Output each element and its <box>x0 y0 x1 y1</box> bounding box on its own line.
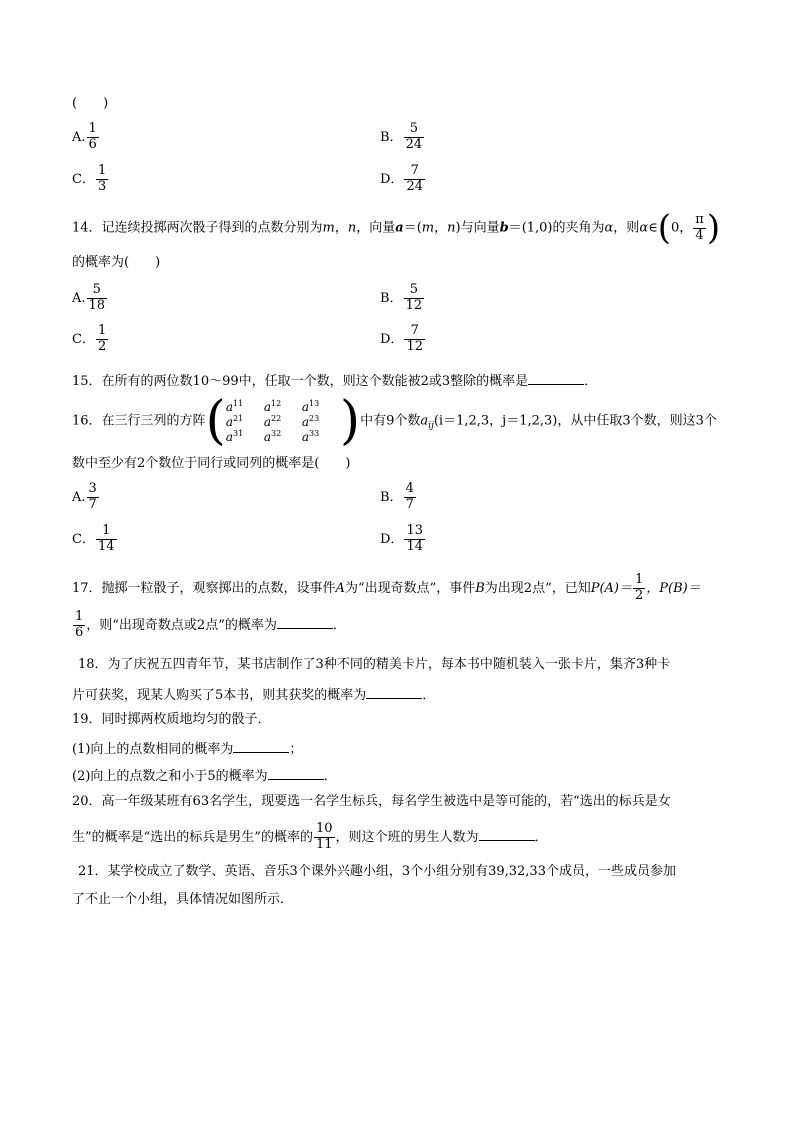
option-label: A. <box>72 489 86 505</box>
pi-over-4: $\frac{\pi}{4}$ <box>695 211 704 243</box>
answer-blank[interactable] <box>366 686 422 699</box>
q19-stem-line1: 19．同时掷两枚质地均匀的骰子． <box>72 712 271 727</box>
answer-blank[interactable] <box>479 828 535 841</box>
matrix-entry: $a^{12}$ <box>263 398 282 414</box>
matrix-entry: $a^{22}$ <box>263 413 282 429</box>
q19-part1: (1)向上的点数相同的概率为 ； <box>72 742 303 757</box>
q16-stem-line1: 16．在三行三列的方阵 ( $a^{11}$ $a^{12}$ $a^{13}$ $a^{21}$ $a^{22}$ $a^{23}$ $a^{31}$ $a^{32}$ $a^{33}$ ) 中有9个数$a_{ij}(i=1,2,3$，j＝1,2,3)，从中任取3个数，则这3个 <box>72 391 717 451</box>
option-label: B． <box>380 129 403 145</box>
q13-paren: ( ) <box>72 96 109 111</box>
q20-stem-line1: 20．高一年级某班有63名学生，现要选一名学生标兵，每名学生被选中是等可能的，若“选出的标兵是女 <box>72 794 671 809</box>
option-label: B． <box>380 290 403 306</box>
option-label: D． <box>380 531 404 547</box>
fraction: $\frac{4}{7}$ <box>405 481 414 512</box>
q14-stem-line2: 的概率为( ) <box>72 255 161 270</box>
q13-option-b[interactable] <box>380 122 425 153</box>
q13-option-a[interactable] <box>72 122 100 153</box>
answer-blank[interactable] <box>233 740 289 753</box>
fraction: $\frac{1}{2}$ <box>635 572 644 603</box>
q17-stem-line1: 17．抛掷一粒骰子，观察掷出的点数，设事件A为“出现奇数点”，事件B为出现2点”，已知P(A)＝ $\frac{1}{2}$ ，P(B)＝ <box>72 572 701 603</box>
option-label: C． <box>72 531 95 547</box>
matrix-entry: $a^{32}$ <box>263 428 282 444</box>
q14-option-a[interactable] <box>72 283 108 314</box>
q14-option-b[interactable] <box>380 283 425 314</box>
fraction: $\frac{5}{12}$ <box>405 282 423 313</box>
fraction: $\frac{13}{14}$ <box>406 523 423 554</box>
q14-stem-line1: 14．记连续投掷两次骰子得到的点数分别为m，n，向量a＝(m，n)与向量b＝(1,0)的夹角为α，则α∈(0， $\frac{\pi}{4}$ ) <box>72 208 721 248</box>
matrix-entry: $a^{33}$ <box>301 428 320 444</box>
matrix: ( $a^{11}$ $a^{12}$ $a^{13}$ $a^{21}$ $a^{22}$ $a^{23}$ $a^{31}$ $a^{32}$ $a^{33}$ ) <box>205 391 361 451</box>
q19-part2: (2)向上的点数之和小于5的概率为 ． <box>72 769 337 784</box>
answer-blank[interactable] <box>277 616 333 629</box>
option-label: D． <box>380 331 404 347</box>
fraction: $\frac{1}{14}$ <box>97 523 115 554</box>
fraction: $\frac{5}{24}$ <box>405 121 423 152</box>
q17-stem-line2: $\frac{1}{6}$ ，则“出现奇数点或2点”的概率为 ． <box>75 609 346 640</box>
q20-stem-line2: 生”的概率是“选出的标兵是男生”的概率的 $\frac{10}{11}$ ，则这个班的男生人数为 ． <box>72 821 548 852</box>
q15-stem: 15．在所有的两位数10～99中，任取一个数，则这个数能被2或3整除的概率是 ． <box>72 374 598 389</box>
matrix-entry: $a^{11}$ <box>225 398 244 414</box>
option-label: B． <box>380 489 403 505</box>
q21-stem-line1: 21．某学校成立了数学、英语、音乐3个课外兴趣小组，3个小组分别有39,32,33个成员，一些成员参加 <box>78 864 676 879</box>
fraction: $\frac{10}{11}$ <box>315 821 333 852</box>
option-label: C． <box>72 171 95 187</box>
q18-stem-line2: 片可获奖，现某人购买了5本书，则其获奖的概率为 ． <box>72 688 436 703</box>
q16-stem-line2: 数中至少有2个数位于同行或同列的概率是( ) <box>72 456 351 471</box>
q14-option-d[interactable] <box>380 324 426 355</box>
q16-option-c[interactable] <box>72 524 118 555</box>
matrix-entry: $a^{13}$ <box>301 398 320 414</box>
q13-option-d[interactable] <box>380 164 426 195</box>
fraction: $\frac{5}{18}$ <box>88 282 106 313</box>
q16-option-a[interactable] <box>72 482 100 513</box>
option-label: D． <box>380 171 404 187</box>
option-label: A. <box>72 129 86 145</box>
fraction: $\frac{1}{2}$ <box>97 323 107 354</box>
fraction: $\frac{1}{6}$ <box>88 121 97 152</box>
fraction: $\frac{7}{12}$ <box>406 323 423 354</box>
option-label: C． <box>72 331 95 347</box>
matrix-entry: $a^{31}$ <box>225 428 244 444</box>
answer-blank[interactable] <box>528 372 584 385</box>
q16-option-b[interactable] <box>380 482 417 513</box>
q13-option-c[interactable] <box>72 164 109 195</box>
q16-option-d[interactable] <box>380 524 426 555</box>
fraction: $\frac{1}{3}$ <box>97 163 107 194</box>
q18-stem-line1: 18．为了庆祝五四青年节，某书店制作了3种不同的精美卡片，每本书中随机装入一张卡片，集齐3种卡 <box>78 657 671 672</box>
matrix-entry: $a^{21}$ <box>225 413 244 429</box>
option-label: A. <box>72 290 86 306</box>
fraction: $\frac{7}{24}$ <box>406 163 423 194</box>
matrix-entry: $a^{23}$ <box>301 413 320 429</box>
q21-stem-line2: 了不止一个小组，具体情况如图所示． <box>72 892 294 907</box>
answer-blank[interactable] <box>268 767 324 780</box>
fraction: $\frac{3}{7}$ <box>88 481 97 512</box>
q14-option-c[interactable] <box>72 324 109 355</box>
fraction: $\frac{1}{6}$ <box>75 609 84 640</box>
